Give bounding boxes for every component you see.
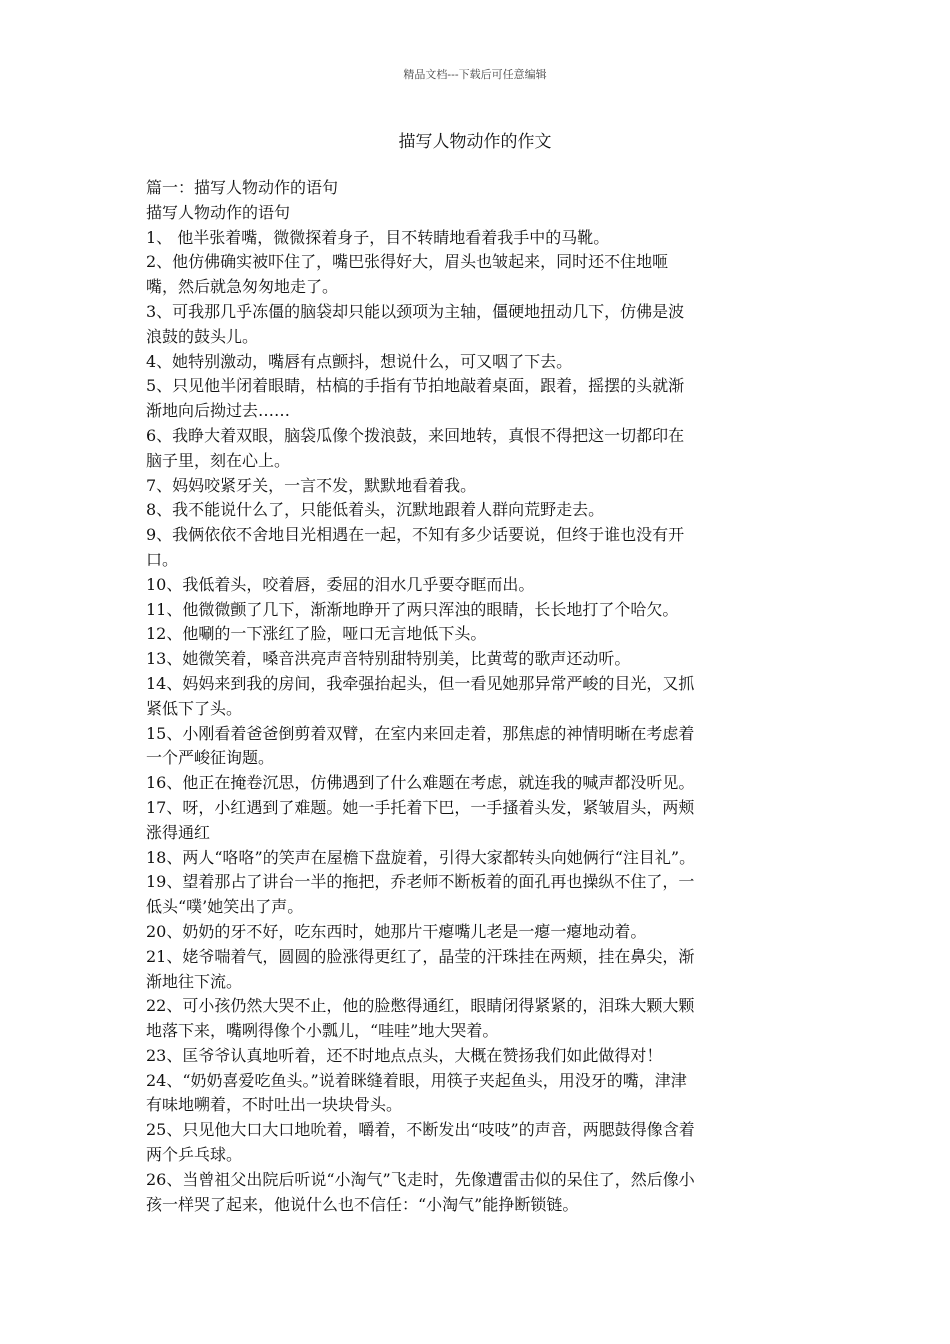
text-line: 低头“噗’她笑出了声。 <box>146 897 304 917</box>
text-line: 12、他唰的一下涨红了脸，哑口无言地低下头。 <box>146 624 487 644</box>
text-line: 嘴，然后就急匆匆地走了。 <box>146 277 339 297</box>
text-line: 15、小刚看着爸爸倒剪着双臂，在室内来回走着，那焦虑的神情明晰在考虑着 <box>146 723 695 743</box>
text-line: 9、我俩依依不舍地目光相遇在一起，不知有多少话要说，但终于谁也没有开 <box>146 525 685 545</box>
text-line: 20、奶奶的牙不好，吃东西时，她那片干瘪嘴儿老是一瘪一瘪地动着。 <box>146 921 647 941</box>
text-line: 24、“奶奶喜爱吃鱼头。”说着眯缝着眼，用筷子夹起鱼头，用没牙的嘴，津津 <box>146 1070 687 1090</box>
text-line: 2、他仿佛确实被吓住了，嘴巴张得好大，眉头也皱起来，同时还不住地咂 <box>146 252 669 272</box>
text-line: 3、可我那几乎冻僵的脑袋却只能以颈项为主轴，僵硬地扭动几下，仿佛是波 <box>146 301 685 321</box>
text-line: 有味地嗍着，不时吐出一块块骨头。 <box>146 1095 403 1115</box>
text-line: 渐地往下流。 <box>146 971 243 991</box>
text-line: 16、他正在掩卷沉思，仿佛遇到了什么难题在考虑，就连我的喊声都没听见。 <box>146 773 695 793</box>
document-body <box>146 176 810 1217</box>
text-line: 1、 他半张着嘴，微微探着身子，目不转睛地看着我手中的马靴。 <box>146 227 610 247</box>
text-line: 11、他微微颤了几下，渐渐地睁开了两只浑浊的眼睛，长长地打了个哈欠。 <box>146 599 679 619</box>
text-line: 一个严峻征询题。 <box>146 748 275 768</box>
text-line: 地落下来，嘴咧得像个小瓢儿，“哇哇”地大哭着。 <box>146 1021 499 1041</box>
text-line: 浪鼓的鼓头儿。 <box>146 326 259 346</box>
text-line: 脑子里，刻在心上。 <box>146 450 291 470</box>
document-title: 描写人物动作的作文 <box>398 132 552 152</box>
text-line: 25、只见他大口大口地吮着，嚼着，不断发出“吱吱”的声音，两腮鼓得像含着 <box>146 1120 695 1140</box>
text-line: 4、她特别激动，嘴唇有点颤抖，想说什么，可又咽了下去。 <box>146 351 573 371</box>
text-line: 6、我睁大着双眼，脑袋瓜像个拨浪鼓，来回地转，真恨不得把这一切都印在 <box>146 425 685 445</box>
text-line: 孩一样哭了起来，他说什么也不信任：“小淘气”能挣断锁链。 <box>146 1194 579 1214</box>
text-line: 紧低下了头。 <box>146 698 243 718</box>
text-line: 10、我低着头，咬着唇，委屈的泪水几乎要夺眶而出。 <box>146 574 535 594</box>
text-line: 23、匡爷爷认真地听着，还不时地点点头，大概在赞扬我们如此做得对！ <box>146 1045 663 1065</box>
text-line: 17、呀，小红遇到了难题。她一手托着下巴，一手搔着头发，紧皱眉头，两颊 <box>146 797 695 817</box>
text-line: 19、望着那占了讲台一半的拖把，乔老师不断板着的面孔再也操纵不住了，一 <box>146 872 695 892</box>
text-line: 18、两人“咯咯”的笑声在屋檐下盘旋着，引得大家都转头向她俩行“注目礼”。 <box>146 847 696 867</box>
text-line: 两个乒乓球。 <box>146 1145 243 1165</box>
text-line: 14、妈妈来到我的房间，我牵强抬起头，但一看见她那异常严峻的目光，又抓 <box>146 673 695 693</box>
text-line: 5、只见他半闭着眼睛，枯槁的手指有节拍地敲着桌面，跟着，摇摆的头就渐 <box>146 376 685 396</box>
text-line: 篇一：描写人物动作的语句 <box>146 178 339 197</box>
text-line: 21、姥爷喘着气，圆圆的脸涨得更红了，晶莹的汗珠挂在两颊，挂在鼻尖，渐 <box>146 946 695 966</box>
text-line: 渐地向后拗过去…… <box>146 401 291 421</box>
page-header: 精品文档---下载后可任意编辑 <box>403 68 547 81</box>
text-line: 7、妈妈咬紧牙关，一言不发，默默地看着我。 <box>146 475 477 495</box>
text-line: 22、可小孩仍然大哭不止，他的脸憋得通红，眼睛闭得紧紧的，泪珠大颗大颗 <box>146 996 695 1016</box>
text-line: 口。 <box>146 549 179 569</box>
text-line: 13、她微笑着，嗓音洪亮声音特别甜特别美，比黄莺的歌声还动听。 <box>146 649 631 669</box>
text-line: 26、当曾祖父出院后听说“小淘气”飞走时，先像遭雷击似的呆住了，然后像小 <box>146 1169 695 1189</box>
text-line: 8、我不能说什么了，只能低着头，沉默地跟着人群向荒野走去。 <box>146 500 605 520</box>
text-line: 描写人物动作的语句 <box>146 202 291 222</box>
text-line: 涨得通红 <box>146 822 211 842</box>
